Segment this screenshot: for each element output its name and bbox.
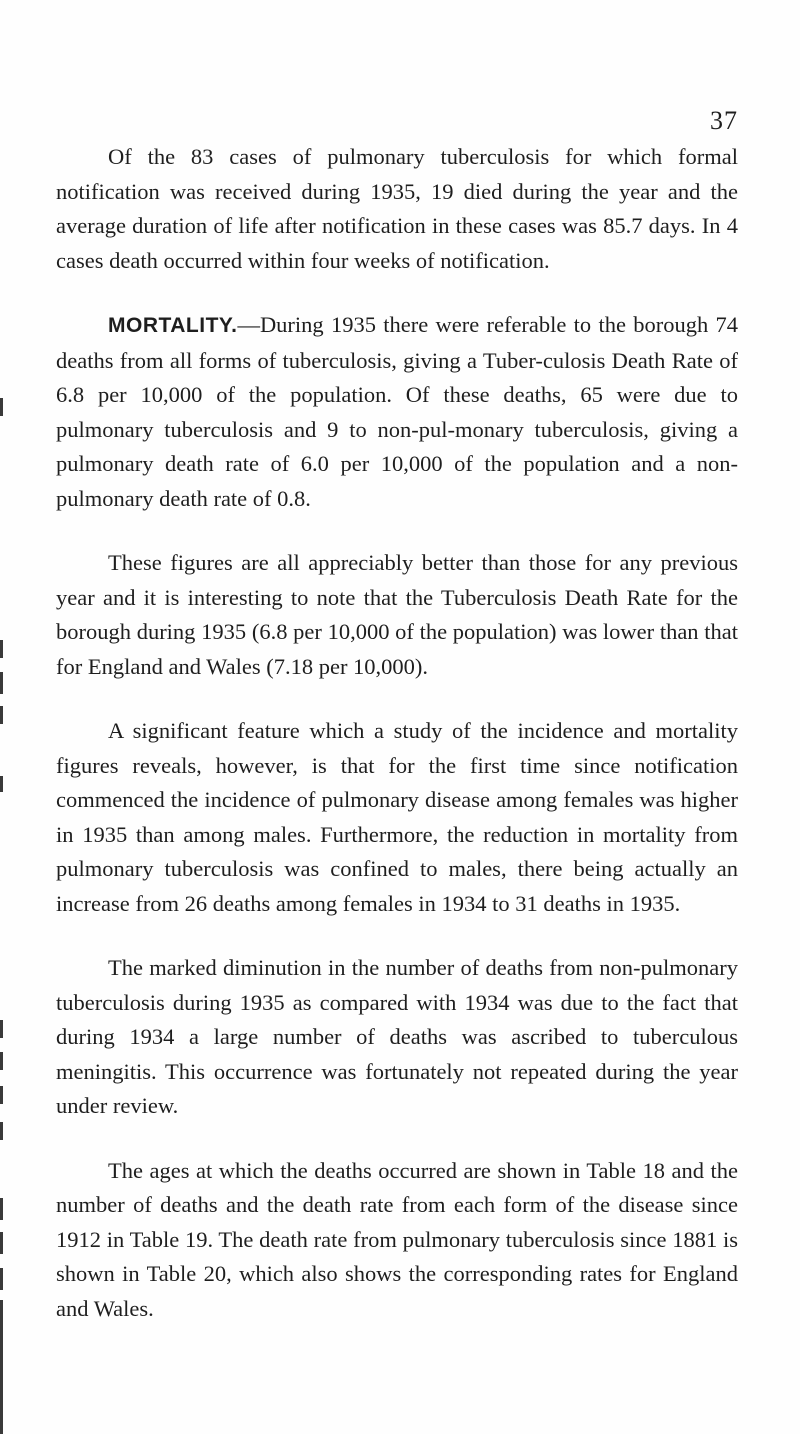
paragraph-significant-feature: A significant feature which a study of the incidence and mortality figures reveals, however, is that for the first time since notification commenced the incidence of pulmonary disease among females was higher in 1935 than among males. Furthermore, the reduction in mortality from pulmonary tuberculosis was confined to males, there being actually an increase from 26 deaths among females in 1934 to 31 deaths in 1935. — [56, 718, 738, 916]
mortality-text: —During 1935 there were referable to the borough 74 deaths from all forms of tuberculosis, giving a Tuber-culosis Death Rate of 6.8 per 10,000 of the population. Of these deaths, 65 were due to pulmonary tuberculosis and 9 to non-pul-monary tuberculosis, giving a pulmonary death rate of 6.0 per 10,000 of the population and a non-pulmonary death rate of 0.8. — [56, 312, 738, 511]
margin-line-11 — [0, 1232, 3, 1254]
margin-line-1 — [0, 398, 3, 416]
margin-line-13 — [0, 1300, 3, 1434]
paragraph-non-pulmonary: The marked diminution in the number of deaths from non-pulmonary tuberculosis during 1935 as compared with 1934 was due to the fact that during 1934 a large number of deaths was ascribed to tuberculous meningitis. This occurrence was fortunately not repeated during the year under review. — [56, 955, 738, 1118]
margin-line-3 — [0, 672, 3, 694]
paragraph-tables-reference: The ages at which the deaths occurred are shown in Table 18 and the number of deaths and the death rate from each form of the disease since 1912 in Table 19. The death rate from pulmonary tuberculosis since 1881 is shown in Table 20, which also shows the corresponding rates for England and Wales. — [56, 1157, 738, 1321]
margin-line-8 — [0, 1086, 3, 1104]
margin-line-2 — [0, 640, 3, 658]
mortality-heading: MORTALITY. — [108, 314, 238, 337]
margin-line-4 — [0, 706, 3, 724]
paragraph-comparison: These figures are all appreciably better than those for any previous year and it is interesting to note that the Tuberculosis Death Rate for the borough during 1935 (6.8 per 10,000 of the population) was lower than that for England and Wales (7.18 per 10,000). — [56, 550, 738, 679]
paragraph-notification-outcomes: Of the 83 cases of pulmonary tuberculosis for which formal notification was received during 1935, 19 died during the year and the average duration of life after notification in these cases was 85.7 days. In 4 cases death occurred within four weeks of notification. — [56, 144, 738, 273]
margin-line-10 — [0, 1198, 3, 1220]
page-number: 37 — [710, 106, 738, 135]
paragraph-mortality — [56, 308, 738, 516]
margin-line-5 — [0, 776, 3, 792]
margin-line-9 — [0, 1122, 3, 1140]
margin-line-6 — [0, 1020, 3, 1038]
document-body — [56, 140, 738, 1356]
margin-line-12 — [0, 1268, 3, 1290]
margin-line-7 — [0, 1052, 3, 1070]
